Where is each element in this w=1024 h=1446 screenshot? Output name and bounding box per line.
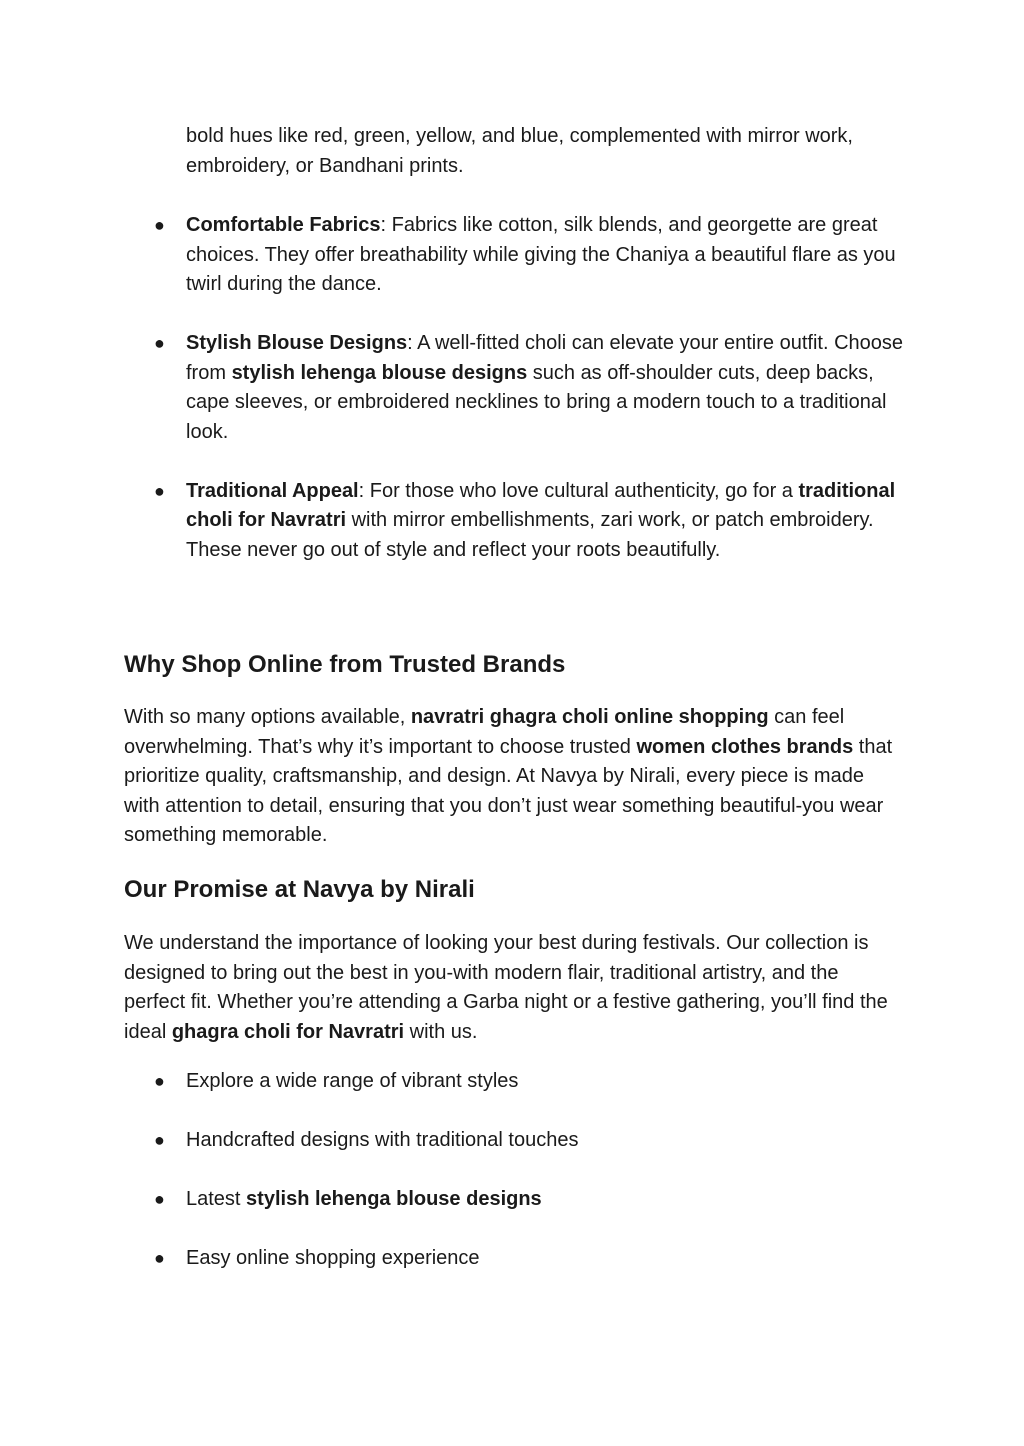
list-item [0, 1067, 906, 1097]
list-item-text: Easy online shopping experience [186, 1247, 480, 1269]
list-item-text: : A well-fitted choli can elevate your entire outfit. Choose from [186, 332, 904, 384]
list-item-keyword: stylish lehenga blouse designs [231, 361, 528, 384]
list-item-text: : For those who love cultural authenticity, go for a [358, 479, 799, 502]
continuation-text: bold hues like red, green, yellow, and blue, complemented with mirror work, embroidery, or Bandhani prints. [186, 125, 853, 177]
paragraph-keyword: women clothes brands [636, 735, 854, 758]
paragraph-promise [124, 929, 904, 1047]
list-item-text: Latest [186, 1188, 247, 1210]
list-item-keyword: stylish lehenga blouse designs [246, 1188, 542, 1210]
list-item [0, 211, 906, 300]
list-item [0, 1185, 906, 1215]
bullet-icon: ● [154, 1248, 165, 1268]
paragraph-keyword: navratri ghagra choli online shopping [410, 706, 769, 728]
paragraph-text: that prioritize quality, craftsmanship, and design. At Navya by Nirali, every piece is made with attention to detail, ensuring that you don’t just wear something beautiful-you wear something memorable. [124, 735, 893, 846]
bullet-icon: ● [154, 1130, 165, 1150]
paragraph-text: with us. [404, 1020, 478, 1043]
list-item [0, 1126, 906, 1156]
paragraph-why-shop [124, 703, 904, 851]
list-item-text: : Fabrics like cotton, silk blends, and georgette are great choices. They offer breathability while giving the Chaniya a beautiful flare as you twirl during the dance. [186, 214, 896, 295]
paragraph-text: can feel overwhelming. That’s why it’s important to choose trusted [124, 706, 845, 758]
section-heading-promise: Our Promise at Navya by Nirali [124, 876, 475, 903]
style-tips-list [0, 211, 1024, 595]
list-item-text: with mirror embellishments, zari work, or patch embroidery. These never go out of style and reflect your roots beautifully. [186, 509, 874, 561]
list-item-title: Traditional Appeal [186, 479, 359, 502]
list-item [0, 477, 906, 566]
bullet-icon: ● [154, 480, 165, 501]
bullet-icon: ● [154, 1189, 165, 1209]
list-item-title: Comfortable Fabrics [186, 214, 381, 236]
list-item [0, 1244, 906, 1274]
list-item-title: Stylish Blouse Designs [186, 332, 408, 354]
list-item [0, 329, 906, 447]
bullet-icon: ● [154, 1071, 165, 1091]
paragraph-text: With so many options available, [124, 706, 411, 728]
paragraph-keyword: ghagra choli for Navratri [171, 1020, 405, 1043]
paragraph-text: We understand the importance of looking your best during festivals. Our collection is designed to bring out the best in you-with modern flair, traditional artistry, and the perfect fit. Whether you’re attending a Garba night or a festive gathering, you’ll find the ideal [124, 932, 888, 1043]
list-item-keyword: traditional choli for Navratri [186, 479, 896, 531]
section-heading-why-shop: Why Shop Online from Trusted Brands [124, 651, 566, 678]
list-item-text: Explore a wide range of vibrant styles [186, 1070, 519, 1092]
list-item-text: such as off-shoulder cuts, deep backs, cape sleeves, or embroidered necklines to bring a modern touch to a traditional look. [186, 361, 887, 443]
promise-list [0, 1067, 1024, 1303]
list-item-continuation [186, 122, 906, 181]
bullet-icon: ● [154, 333, 165, 353]
bullet-icon: ● [154, 215, 165, 235]
list-item-text: Handcrafted designs with traditional touches [186, 1129, 579, 1151]
